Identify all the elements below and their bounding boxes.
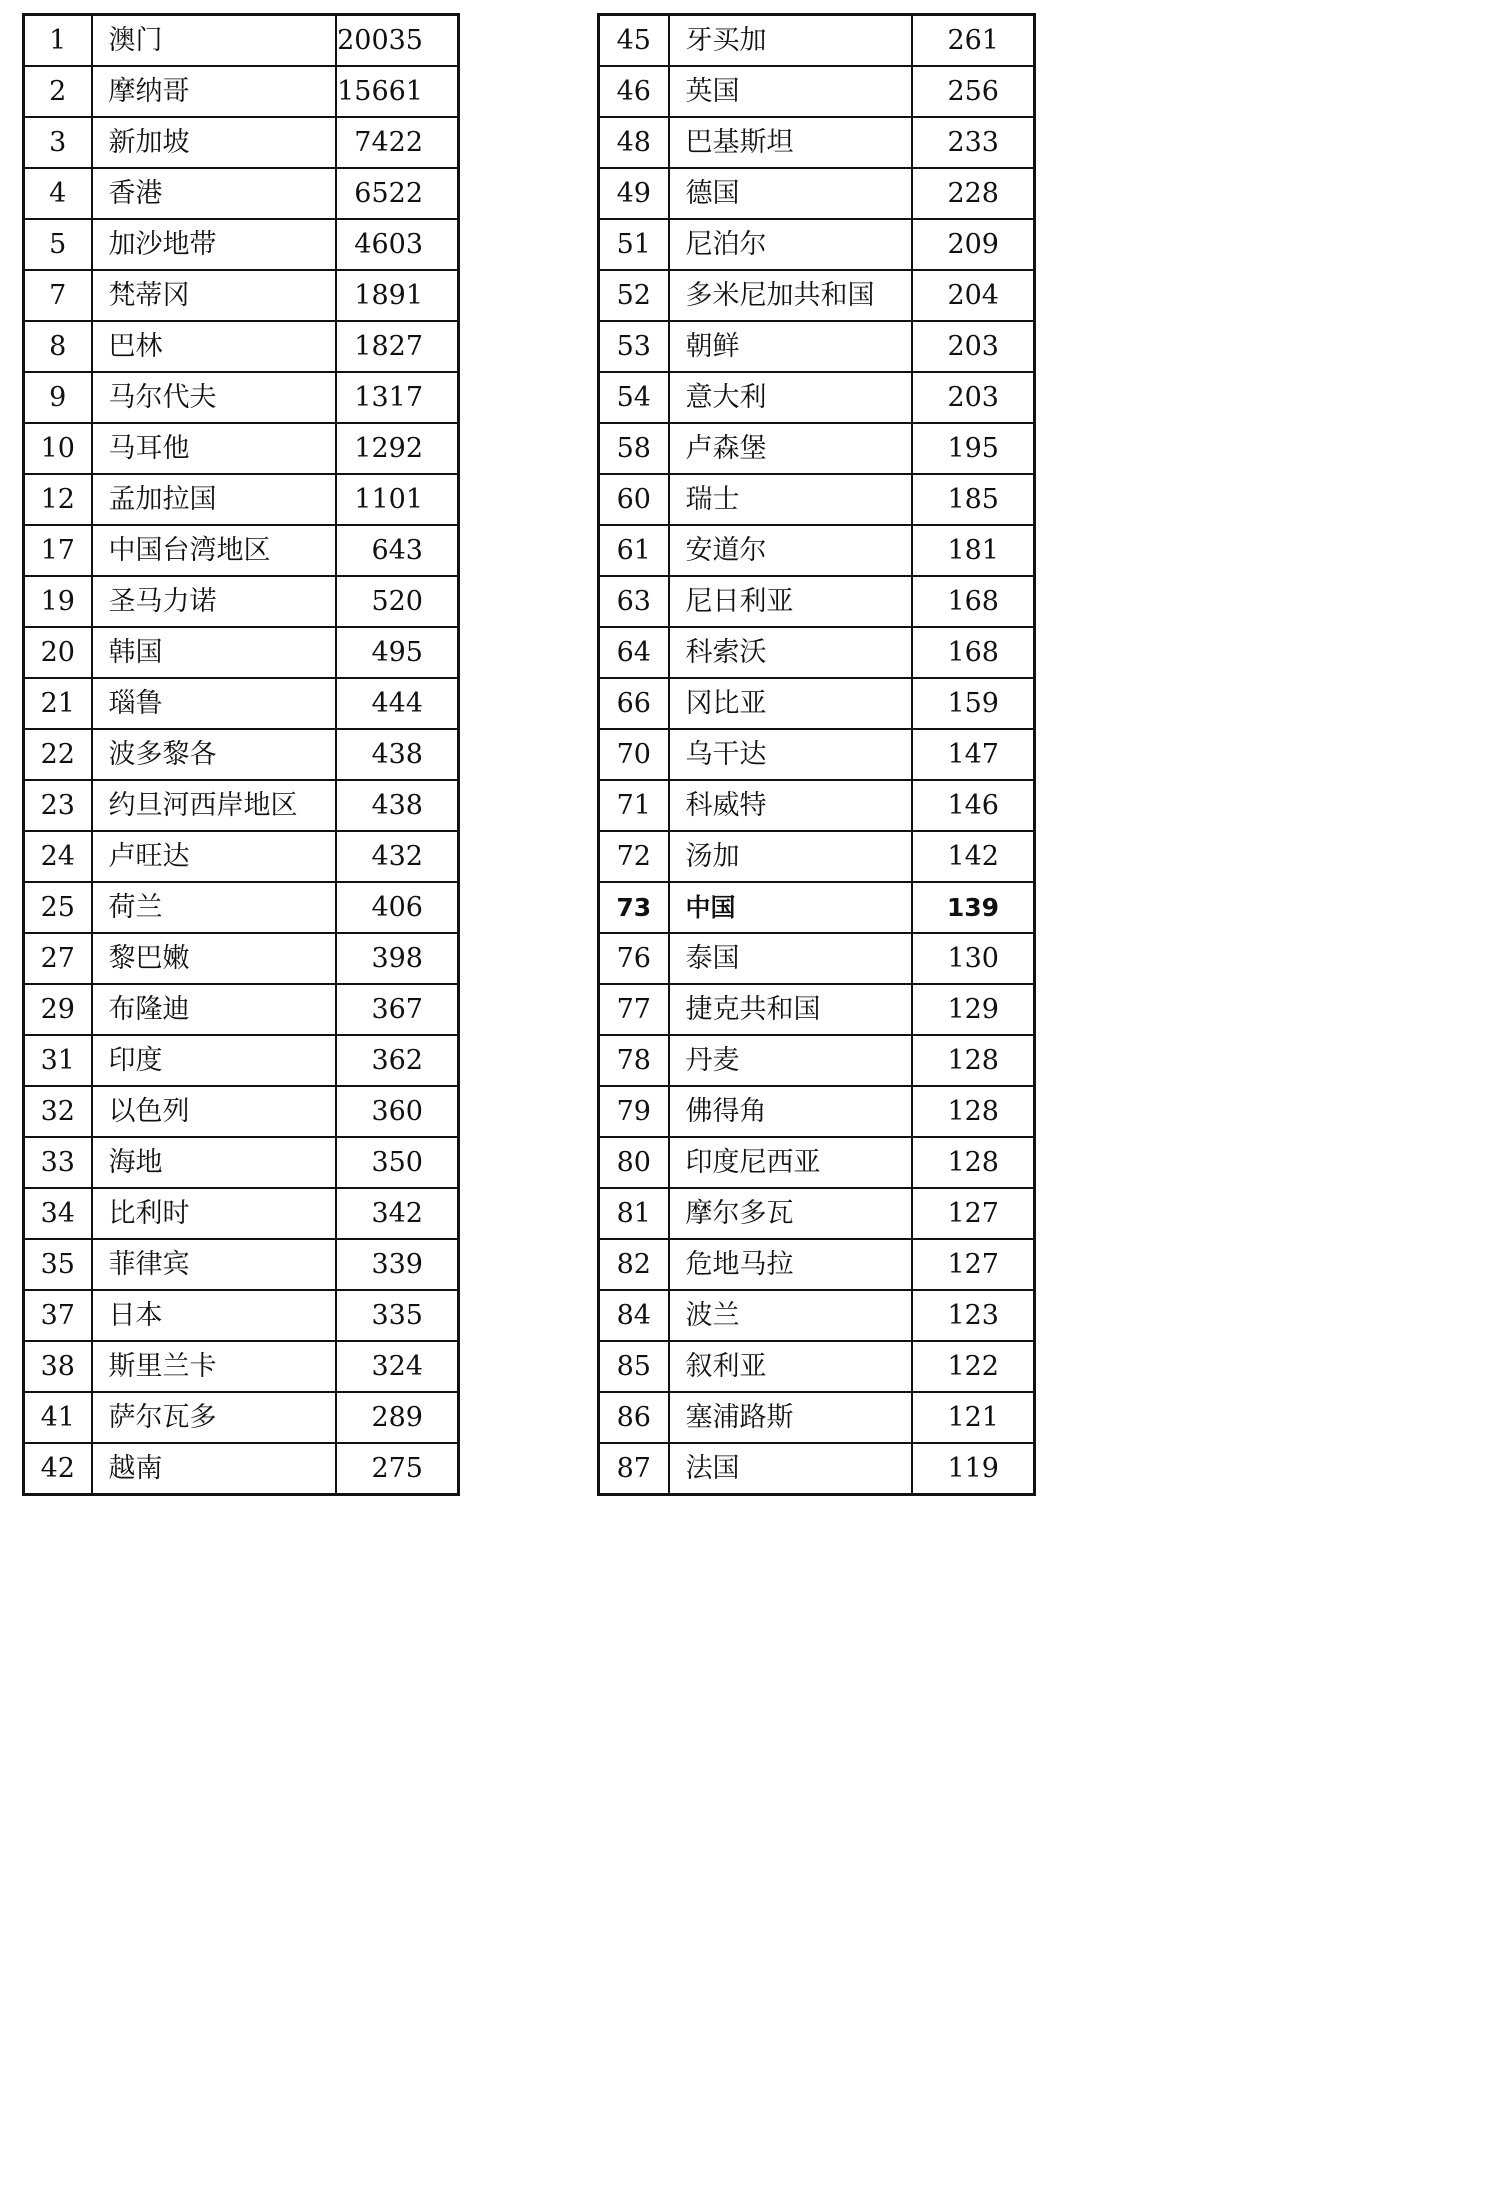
rank-cell: 52 [599, 270, 669, 321]
rank-cell: 64 [599, 627, 669, 678]
table-row [599, 627, 1035, 678]
table-row [24, 168, 459, 219]
table-row [599, 270, 1035, 321]
country-name-cell: 科索沃 [669, 627, 912, 678]
country-name-cell: 孟加拉国 [92, 474, 336, 525]
value-cell: 256 [912, 66, 1035, 117]
table-row [24, 474, 459, 525]
country-name-cell: 泰国 [669, 933, 912, 984]
country-name-cell: 英国 [669, 66, 912, 117]
value-cell: 129 [912, 984, 1035, 1035]
value-cell: 209 [912, 219, 1035, 270]
table-row [24, 219, 459, 270]
value-cell: 123 [912, 1290, 1035, 1341]
value-cell: 128 [912, 1035, 1035, 1086]
rank-cell: 34 [24, 1188, 92, 1239]
rank-cell: 60 [599, 474, 669, 525]
table-row [599, 882, 1035, 933]
rank-cell: 41 [24, 1392, 92, 1443]
country-name-cell: 黎巴嫩 [92, 933, 336, 984]
table-row [24, 525, 459, 576]
country-name-cell: 瑙鲁 [92, 678, 336, 729]
table-row [24, 780, 459, 831]
rank-cell: 82 [599, 1239, 669, 1290]
country-name-cell: 海地 [92, 1137, 336, 1188]
table-row [599, 1290, 1035, 1341]
country-name-cell: 圣马力诺 [92, 576, 336, 627]
value-cell: 261 [912, 15, 1035, 67]
rank-cell: 84 [599, 1290, 669, 1341]
rank-cell: 77 [599, 984, 669, 1035]
ranking-table-right-body [599, 15, 1035, 1495]
rank-cell: 58 [599, 423, 669, 474]
ranking-table-right [597, 13, 1036, 1496]
table-row [599, 1239, 1035, 1290]
rank-cell: 32 [24, 1086, 92, 1137]
country-name-cell: 牙买加 [669, 15, 912, 67]
table-row [599, 15, 1035, 67]
value-cell: 360 [336, 1086, 459, 1137]
value-cell: 128 [912, 1086, 1035, 1137]
value-cell: 159 [912, 678, 1035, 729]
table-row [599, 1035, 1035, 1086]
rank-cell: 45 [599, 15, 669, 67]
country-name-cell: 摩尔多瓦 [669, 1188, 912, 1239]
value-cell: 168 [912, 576, 1035, 627]
country-name-cell: 中国 [669, 882, 912, 933]
rank-cell: 80 [599, 1137, 669, 1188]
table-row [599, 1392, 1035, 1443]
rank-cell: 54 [599, 372, 669, 423]
table-row [24, 15, 459, 67]
rank-cell: 86 [599, 1392, 669, 1443]
rank-cell: 4 [24, 168, 92, 219]
value-cell: 195 [912, 423, 1035, 474]
table-row [599, 1443, 1035, 1495]
country-name-cell: 新加坡 [92, 117, 336, 168]
table-row [24, 66, 459, 117]
rank-cell: 33 [24, 1137, 92, 1188]
value-cell: 122 [912, 1341, 1035, 1392]
country-name-cell: 乌干达 [669, 729, 912, 780]
value-cell: 233 [912, 117, 1035, 168]
country-name-cell: 摩纳哥 [92, 66, 336, 117]
value-cell: 128 [912, 1137, 1035, 1188]
value-cell: 121 [912, 1392, 1035, 1443]
country-name-cell: 冈比亚 [669, 678, 912, 729]
table-row [24, 627, 459, 678]
rank-cell: 71 [599, 780, 669, 831]
table-row [599, 984, 1035, 1035]
value-cell: 168 [912, 627, 1035, 678]
value-cell: 1101 [336, 474, 459, 525]
country-name-cell: 科威特 [669, 780, 912, 831]
value-cell: 339 [336, 1239, 459, 1290]
country-name-cell: 瑞士 [669, 474, 912, 525]
rank-cell: 10 [24, 423, 92, 474]
country-name-cell: 安道尔 [669, 525, 912, 576]
country-name-cell: 多米尼加共和国 [669, 270, 912, 321]
value-cell: 203 [912, 321, 1035, 372]
rank-cell: 35 [24, 1239, 92, 1290]
country-name-cell: 印度 [92, 1035, 336, 1086]
country-name-cell: 加沙地带 [92, 219, 336, 270]
table-row [24, 117, 459, 168]
table-row [599, 168, 1035, 219]
rank-cell: 19 [24, 576, 92, 627]
country-name-cell: 尼泊尔 [669, 219, 912, 270]
value-cell: 203 [912, 372, 1035, 423]
rank-cell: 1 [24, 15, 92, 67]
table-row [24, 831, 459, 882]
country-name-cell: 韩国 [92, 627, 336, 678]
table-row [24, 678, 459, 729]
country-name-cell: 比利时 [92, 1188, 336, 1239]
rank-cell: 24 [24, 831, 92, 882]
rank-cell: 21 [24, 678, 92, 729]
value-cell: 1891 [336, 270, 459, 321]
country-name-cell: 布隆迪 [92, 984, 336, 1035]
country-name-cell: 叙利亚 [669, 1341, 912, 1392]
country-name-cell: 香港 [92, 168, 336, 219]
table-row [599, 66, 1035, 117]
value-cell: 147 [912, 729, 1035, 780]
country-name-cell: 中国台湾地区 [92, 525, 336, 576]
value-cell: 367 [336, 984, 459, 1035]
country-name-cell: 萨尔瓦多 [92, 1392, 336, 1443]
table-row [24, 1188, 459, 1239]
table-row [599, 372, 1035, 423]
value-cell: 495 [336, 627, 459, 678]
value-cell: 406 [336, 882, 459, 933]
value-cell: 142 [912, 831, 1035, 882]
table-row [24, 1086, 459, 1137]
rank-cell: 2 [24, 66, 92, 117]
value-cell: 444 [336, 678, 459, 729]
value-cell: 342 [336, 1188, 459, 1239]
table-row [599, 1137, 1035, 1188]
value-cell: 335 [336, 1290, 459, 1341]
value-cell: 146 [912, 780, 1035, 831]
country-name-cell: 朝鲜 [669, 321, 912, 372]
table-row [24, 372, 459, 423]
country-name-cell: 卢旺达 [92, 831, 336, 882]
rank-cell: 73 [599, 882, 669, 933]
rank-cell: 7 [24, 270, 92, 321]
table-row [24, 1392, 459, 1443]
value-cell: 438 [336, 780, 459, 831]
rank-cell: 37 [24, 1290, 92, 1341]
country-name-cell: 越南 [92, 1443, 336, 1495]
table-row [599, 117, 1035, 168]
country-name-cell: 法国 [669, 1443, 912, 1495]
value-cell: 185 [912, 474, 1035, 525]
rank-cell: 70 [599, 729, 669, 780]
value-cell: 432 [336, 831, 459, 882]
table-row [599, 576, 1035, 627]
rank-cell: 9 [24, 372, 92, 423]
country-name-cell: 汤加 [669, 831, 912, 882]
table-row [24, 1035, 459, 1086]
table-row [24, 1341, 459, 1392]
table-row [24, 882, 459, 933]
value-cell: 324 [336, 1341, 459, 1392]
country-name-cell: 以色列 [92, 1086, 336, 1137]
rank-cell: 61 [599, 525, 669, 576]
value-cell: 181 [912, 525, 1035, 576]
rank-cell: 48 [599, 117, 669, 168]
table-row [599, 729, 1035, 780]
table-row [24, 984, 459, 1035]
table-row [24, 1239, 459, 1290]
value-cell: 275 [336, 1443, 459, 1495]
table-row [24, 423, 459, 474]
value-cell: 4603 [336, 219, 459, 270]
value-cell: 20035 [336, 15, 459, 67]
value-cell: 398 [336, 933, 459, 984]
country-name-cell: 斯里兰卡 [92, 1341, 336, 1392]
country-name-cell: 巴林 [92, 321, 336, 372]
country-name-cell: 印度尼西亚 [669, 1137, 912, 1188]
table-row [599, 1341, 1035, 1392]
country-name-cell: 巴基斯坦 [669, 117, 912, 168]
rank-cell: 46 [599, 66, 669, 117]
rank-cell: 38 [24, 1341, 92, 1392]
country-name-cell: 梵蒂冈 [92, 270, 336, 321]
rank-cell: 25 [24, 882, 92, 933]
table-row [599, 831, 1035, 882]
ranking-table-left-body [24, 15, 459, 1495]
rank-cell: 12 [24, 474, 92, 525]
rank-cell: 87 [599, 1443, 669, 1495]
rank-cell: 49 [599, 168, 669, 219]
country-name-cell: 捷克共和国 [669, 984, 912, 1035]
country-name-cell: 波兰 [669, 1290, 912, 1341]
table-row [24, 933, 459, 984]
table-row [599, 678, 1035, 729]
rank-cell: 20 [24, 627, 92, 678]
country-name-cell: 塞浦路斯 [669, 1392, 912, 1443]
table-row [24, 270, 459, 321]
rank-cell: 27 [24, 933, 92, 984]
table-row [599, 219, 1035, 270]
country-name-cell: 马耳他 [92, 423, 336, 474]
value-cell: 438 [336, 729, 459, 780]
value-cell: 289 [336, 1392, 459, 1443]
value-cell: 1827 [336, 321, 459, 372]
value-cell: 1317 [336, 372, 459, 423]
rank-cell: 5 [24, 219, 92, 270]
value-cell: 643 [336, 525, 459, 576]
rank-cell: 63 [599, 576, 669, 627]
value-cell: 127 [912, 1239, 1035, 1290]
country-name-cell: 马尔代夫 [92, 372, 336, 423]
country-name-cell: 意大利 [669, 372, 912, 423]
table-row [599, 1188, 1035, 1239]
table-row [599, 1086, 1035, 1137]
rank-cell: 85 [599, 1341, 669, 1392]
table-row [599, 525, 1035, 576]
ranking-table-left [22, 13, 460, 1496]
rank-cell: 42 [24, 1443, 92, 1495]
rank-cell: 8 [24, 321, 92, 372]
rank-cell: 17 [24, 525, 92, 576]
table-row [24, 1443, 459, 1495]
table-row [599, 423, 1035, 474]
country-name-cell: 约旦河西岸地区 [92, 780, 336, 831]
country-name-cell: 日本 [92, 1290, 336, 1341]
country-name-cell: 佛得角 [669, 1086, 912, 1137]
rank-cell: 29 [24, 984, 92, 1035]
rank-cell: 3 [24, 117, 92, 168]
value-cell: 6522 [336, 168, 459, 219]
value-cell: 350 [336, 1137, 459, 1188]
value-cell: 15661 [336, 66, 459, 117]
table-row [24, 321, 459, 372]
rank-cell: 76 [599, 933, 669, 984]
value-cell: 520 [336, 576, 459, 627]
value-cell: 139 [912, 882, 1035, 933]
country-name-cell: 菲律宾 [92, 1239, 336, 1290]
country-name-cell: 荷兰 [92, 882, 336, 933]
rank-cell: 79 [599, 1086, 669, 1137]
table-row [599, 321, 1035, 372]
value-cell: 362 [336, 1035, 459, 1086]
country-name-cell: 危地马拉 [669, 1239, 912, 1290]
rank-cell: 51 [599, 219, 669, 270]
rank-cell: 72 [599, 831, 669, 882]
table-row [599, 474, 1035, 525]
table-row [24, 729, 459, 780]
country-name-cell: 澳门 [92, 15, 336, 67]
country-name-cell: 波多黎各 [92, 729, 336, 780]
table-row [24, 1137, 459, 1188]
country-name-cell: 卢森堡 [669, 423, 912, 474]
value-cell: 7422 [336, 117, 459, 168]
country-name-cell: 尼日利亚 [669, 576, 912, 627]
rank-cell: 31 [24, 1035, 92, 1086]
table-row [599, 933, 1035, 984]
rank-cell: 81 [599, 1188, 669, 1239]
table-row [24, 576, 459, 627]
value-cell: 130 [912, 933, 1035, 984]
country-name-cell: 德国 [669, 168, 912, 219]
rank-cell: 66 [599, 678, 669, 729]
table-row [24, 1290, 459, 1341]
rank-cell: 22 [24, 729, 92, 780]
value-cell: 127 [912, 1188, 1035, 1239]
country-name-cell: 丹麦 [669, 1035, 912, 1086]
rank-cell: 53 [599, 321, 669, 372]
value-cell: 228 [912, 168, 1035, 219]
value-cell: 204 [912, 270, 1035, 321]
rank-cell: 23 [24, 780, 92, 831]
rank-cell: 78 [599, 1035, 669, 1086]
value-cell: 119 [912, 1443, 1035, 1495]
table-row [599, 780, 1035, 831]
value-cell: 1292 [336, 423, 459, 474]
